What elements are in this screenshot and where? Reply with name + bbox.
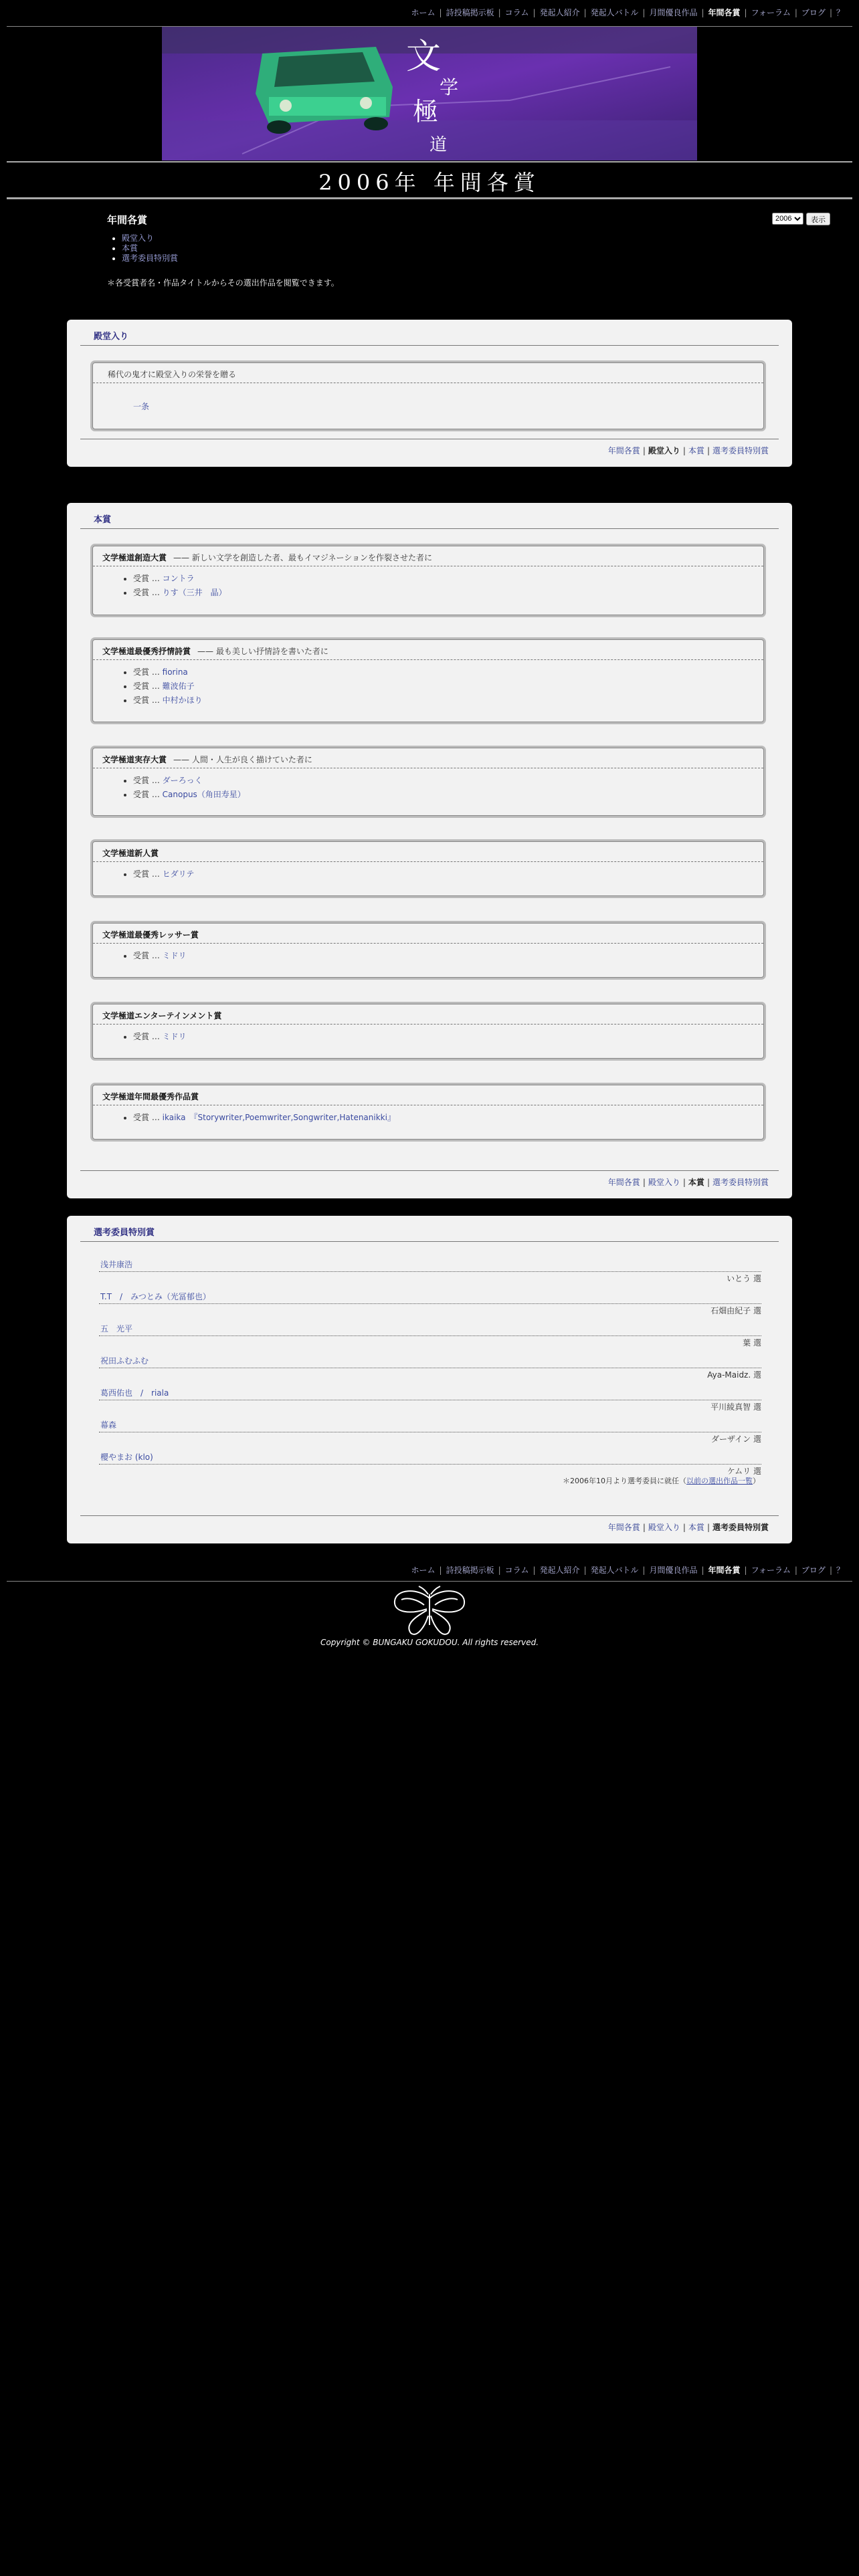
special-awards-heading[interactable]: 選考委員特別賞	[94, 1228, 155, 1238]
nav-separator: |	[829, 1566, 832, 1575]
list-item	[122, 253, 843, 263]
winner-prefix: 受賞 …	[133, 951, 160, 960]
bottom-nav	[411, 1564, 844, 1576]
winner-list	[93, 867, 763, 881]
winner-list	[93, 665, 763, 708]
section-link-list	[107, 233, 843, 263]
year-selector	[772, 213, 830, 225]
year-section	[107, 213, 843, 288]
nav-separator: |	[701, 1566, 704, 1575]
special-awards-panel	[67, 1216, 792, 1543]
award-box-header	[93, 546, 763, 566]
nav-help[interactable]: ？	[836, 1566, 844, 1575]
winner-link[interactable]: ヒダリテ	[162, 869, 195, 879]
footer-link-main[interactable]: 本賞	[688, 1523, 704, 1532]
dotted-divider	[99, 1271, 761, 1272]
winner-link[interactable]: 中村かほり	[162, 695, 203, 705]
page-title: 2006年 年間各賞	[318, 170, 541, 195]
award-box	[92, 1004, 764, 1059]
nav-annual-current: 年間各賞	[708, 1566, 741, 1575]
panel-footer-nav	[80, 439, 779, 459]
winner-link[interactable]: ミドリ	[162, 951, 187, 960]
awardee-link[interactable]: 祝田ふむふむ	[100, 1356, 149, 1366]
site-banner[interactable]	[162, 27, 697, 160]
selector-label: 葉 選	[743, 1338, 761, 1348]
selector-label: ダーザイン 選	[711, 1434, 761, 1444]
award-box	[92, 362, 764, 429]
hall-of-fame-panel	[67, 320, 792, 467]
winner-list	[93, 774, 763, 802]
judge-entry-name	[99, 1355, 761, 1366]
nav-founders[interactable]: 発起人紹介	[539, 8, 580, 17]
award-box-header	[93, 363, 763, 383]
award-box-header	[93, 924, 763, 944]
nav-poem-board[interactable]: 詩投稿掲示板	[446, 8, 494, 17]
footer-link-hall-of-fame[interactable]: 殿堂入り	[648, 1523, 680, 1532]
judge-entry-name	[99, 1259, 761, 1270]
list-item	[133, 788, 763, 802]
awardee-link[interactable]: T.T / みつとみ（光冨郁也）	[100, 1292, 211, 1301]
nav-separator: |	[794, 8, 797, 17]
nav-help[interactable]: ？	[836, 8, 844, 17]
list-item	[122, 243, 843, 253]
panel-heading	[80, 329, 779, 346]
award-box	[92, 841, 764, 896]
banner-image	[162, 27, 697, 160]
footer-link-annual[interactable]: 年間各賞	[607, 446, 640, 455]
award-box-header	[93, 640, 763, 660]
divider	[7, 1581, 852, 1582]
link-special-awards[interactable]: 選考委員特別賞	[122, 253, 179, 263]
winner-link[interactable]: ダーろっく	[162, 776, 203, 785]
nav-annual-current: 年間各賞	[708, 8, 741, 17]
judge-entry	[99, 1323, 761, 1348]
nav-home[interactable]: ホーム	[411, 1566, 436, 1575]
judge-entry-name	[99, 1387, 761, 1398]
award-name: 文学極道実存大賞	[102, 755, 167, 764]
award-box	[92, 1085, 764, 1140]
panel-footer-nav	[80, 1170, 779, 1191]
award-box	[92, 639, 764, 722]
list-item	[133, 774, 763, 788]
footer-link-special[interactable]: 選考委員特別賞	[712, 1178, 769, 1187]
winner-prefix: 受賞 …	[133, 588, 160, 597]
nav-separator: |	[642, 8, 646, 17]
list-item	[133, 572, 763, 586]
nav-separator: |	[706, 446, 710, 455]
award-box-body	[93, 383, 763, 412]
list-item	[133, 586, 763, 600]
winner-link[interactable]: ikaika 『Storywriter,Poemwriter,Songwriter,Hatenanikki』	[162, 1113, 395, 1122]
top-nav	[411, 7, 844, 18]
judge-entry	[99, 1259, 761, 1284]
winner-prefix: 受賞 …	[133, 1032, 160, 1041]
winner-link[interactable]: りす（三井 晶）	[162, 588, 227, 597]
list-item	[133, 1030, 763, 1044]
footer-link-main[interactable]: 本賞	[688, 446, 704, 455]
nav-blog[interactable]: ブログ	[801, 1566, 826, 1575]
divider	[7, 161, 852, 163]
awardee-link[interactable]: 葛西佑也 / riala	[100, 1388, 169, 1398]
winner-prefix: 受賞 …	[133, 1113, 160, 1122]
nav-separator: |	[682, 1178, 686, 1187]
awardee-link[interactable]: 櫻やまお (klo)	[100, 1453, 153, 1462]
winner-prefix: 受賞 …	[133, 667, 160, 677]
year-select[interactable]	[772, 213, 803, 225]
banner-kanji-1: 文	[406, 37, 442, 77]
footer-current-hall-of-fame: 殿堂入り	[648, 446, 680, 455]
nav-poem-board[interactable]: 詩投稿掲示板	[446, 1566, 494, 1575]
nav-separator: |	[744, 8, 747, 17]
judge-entry-name	[99, 1291, 761, 1302]
nav-forum[interactable]: フォーラム	[751, 1566, 791, 1575]
nav-separator: |	[706, 1523, 710, 1532]
selector-label: 平川綾真智 選	[710, 1402, 761, 1412]
award-name: 文学極道年間最優秀作品賞	[102, 1092, 199, 1101]
nav-separator: |	[744, 1566, 747, 1575]
nav-separator: |	[706, 1178, 710, 1187]
divider	[7, 197, 852, 199]
banner-kanji-2: 学	[440, 76, 459, 98]
nav-separator: |	[439, 1566, 442, 1575]
banner-kanji-4: 道	[430, 135, 448, 155]
award-description: 稀代の鬼才に殿堂入りの栄誉を贈る	[108, 370, 237, 379]
nav-separator: |	[642, 1523, 646, 1532]
award-description: —— 人間・人生が良く描けていた者に	[173, 755, 312, 764]
nav-separator: |	[701, 8, 704, 17]
hall-of-fame-heading[interactable]: 殿堂入り	[94, 332, 129, 342]
nav-home[interactable]: ホーム	[411, 8, 436, 17]
nav-founder-battle[interactable]: 発起人バトル	[590, 1566, 639, 1575]
award-description: —— 新しい文学を創造した者、最もイマジネーションを作裂させた者に	[173, 553, 432, 562]
winner-list	[93, 1111, 763, 1125]
nav-separator: |	[439, 8, 442, 17]
judge-entry	[99, 1419, 761, 1444]
dotted-divider	[99, 1303, 761, 1304]
winner-link[interactable]: 難波佑子	[162, 681, 195, 691]
judge-entry-name	[99, 1419, 761, 1430]
award-box	[92, 546, 764, 615]
nav-separator: |	[682, 1523, 686, 1532]
winner-link[interactable]: fiorina	[162, 667, 188, 677]
list-item	[122, 233, 843, 243]
judge-entry	[99, 1387, 761, 1412]
footer-link-annual[interactable]: 年間各賞	[607, 1523, 640, 1532]
judge-entry-name	[99, 1451, 761, 1463]
nav-blog[interactable]: ブログ	[801, 8, 826, 17]
footer-link-annual[interactable]: 年間各賞	[607, 1178, 640, 1187]
banner-kanji-3: 極	[413, 97, 439, 126]
copyright: Copyright © BUNGAKU GOKUDOU. All rights reserved.	[320, 1638, 539, 1647]
panel-footer-nav	[80, 1515, 779, 1536]
previous-selections-link[interactable]: 以前の選出作品一覧	[686, 1477, 753, 1485]
main-awards-panel	[67, 503, 792, 1198]
judge-entry	[99, 1291, 761, 1316]
nav-founder-battle[interactable]: 発起人バトル	[590, 8, 639, 17]
nav-founders[interactable]: 発起人紹介	[539, 1566, 580, 1575]
list-item	[133, 867, 763, 881]
nav-separator: |	[682, 446, 686, 455]
nav-monthly[interactable]: 月間優良作品	[649, 1566, 698, 1575]
nav-separator: |	[498, 1566, 501, 1575]
judge-footnote	[563, 1475, 760, 1486]
winner-list	[93, 1030, 763, 1044]
winner-prefix: 受賞 …	[133, 790, 160, 799]
nav-column[interactable]: コラム	[504, 8, 529, 17]
nav-monthly[interactable]: 月間優良作品	[649, 8, 698, 17]
winner-prefix: 受賞 …	[133, 776, 160, 785]
winner-prefix: 受賞 …	[133, 869, 160, 879]
judge-entry	[99, 1355, 761, 1380]
award-box-header	[93, 842, 763, 862]
link-hall-of-fame[interactable]: 殿堂入り	[122, 233, 155, 243]
link-main-awards[interactable]: 本賞	[122, 243, 138, 253]
judge-entry	[99, 1451, 761, 1477]
browse-note: ＊各受賞者名・作品タイトルからその選出作品を閲覧できます。	[107, 278, 339, 288]
award-name: 文学極道創造大賞	[102, 553, 167, 562]
winner-link[interactable]: コントラ	[162, 574, 195, 583]
list-item	[133, 679, 763, 693]
dotted-divider	[99, 1464, 761, 1465]
award-name: 文学極道新人賞	[102, 849, 159, 858]
awardee-link[interactable]: 浅井康浩	[100, 1260, 133, 1269]
footer-current-main: 本賞	[688, 1178, 704, 1187]
award-description: —— 最も美しい抒情詩を書いた者に	[197, 647, 328, 656]
nav-separator: |	[829, 8, 832, 17]
award-box-header	[93, 748, 763, 768]
award-box-header	[93, 1085, 763, 1105]
selector-label: ケムリ 選	[727, 1467, 761, 1476]
nav-separator: |	[642, 1566, 646, 1575]
show-button[interactable]: 表示	[806, 213, 830, 225]
footer-link-hall-of-fame[interactable]: 殿堂入り	[648, 1178, 680, 1187]
year-section-title: 年間各賞	[107, 214, 148, 226]
selector-label: いとう 選	[727, 1274, 761, 1283]
footnote-prefix: ＊2006年10月より選考委員に就任（	[563, 1477, 686, 1485]
nav-separator: |	[533, 8, 536, 17]
judge-entry-name	[99, 1323, 761, 1334]
butterfly-logo-icon	[391, 1585, 468, 1638]
nav-separator: |	[583, 1566, 587, 1575]
winner-list	[93, 572, 763, 600]
panel-heading	[80, 1225, 779, 1242]
list-item	[133, 1111, 763, 1125]
nav-separator: |	[533, 1566, 536, 1575]
list-item	[133, 949, 763, 963]
nav-forum[interactable]: フォーラム	[751, 8, 791, 17]
winner-prefix: 受賞 …	[133, 695, 160, 705]
footer-link-special[interactable]: 選考委員特別賞	[712, 446, 769, 455]
awardee-link[interactable]: 五 光平	[100, 1324, 133, 1333]
award-name: 文学極道最優秀抒情詩賞	[102, 647, 191, 656]
award-name: 文学極道エンターテインメント賞	[102, 1011, 222, 1021]
footer-current-special: 選考委員特別賞	[712, 1523, 769, 1532]
winner-link[interactable]: ミドリ	[162, 1032, 187, 1041]
list-item	[133, 665, 763, 679]
winner-prefix: 受賞 …	[133, 574, 160, 583]
selector-label: Aya-Maidz. 選	[707, 1370, 761, 1380]
winner-prefix: 受賞 …	[133, 681, 160, 691]
panel-heading	[80, 512, 779, 529]
list-item	[133, 693, 763, 708]
winner-link[interactable]: Canopus（角田寿星）	[162, 790, 246, 799]
award-box	[92, 748, 764, 816]
dotted-divider	[99, 1335, 761, 1336]
nav-separator: |	[498, 8, 501, 17]
winner-link[interactable]: 一条	[133, 402, 150, 411]
award-name: 文学極道最優秀レッサー賞	[102, 930, 199, 940]
nav-separator: |	[794, 1566, 797, 1575]
award-box	[92, 923, 764, 978]
winner-list	[93, 949, 763, 963]
nav-separator: |	[642, 446, 646, 455]
nav-column[interactable]: コラム	[504, 1566, 529, 1575]
nav-separator: |	[583, 8, 587, 17]
nav-separator: |	[642, 1178, 646, 1187]
main-awards-heading[interactable]: 本賞	[94, 515, 112, 525]
selector-label: 石畑由紀子 選	[710, 1306, 761, 1315]
awardee-link[interactable]: 幕森	[100, 1420, 117, 1430]
award-box-header	[93, 1004, 763, 1025]
footnote-suffix: ）	[753, 1477, 760, 1485]
